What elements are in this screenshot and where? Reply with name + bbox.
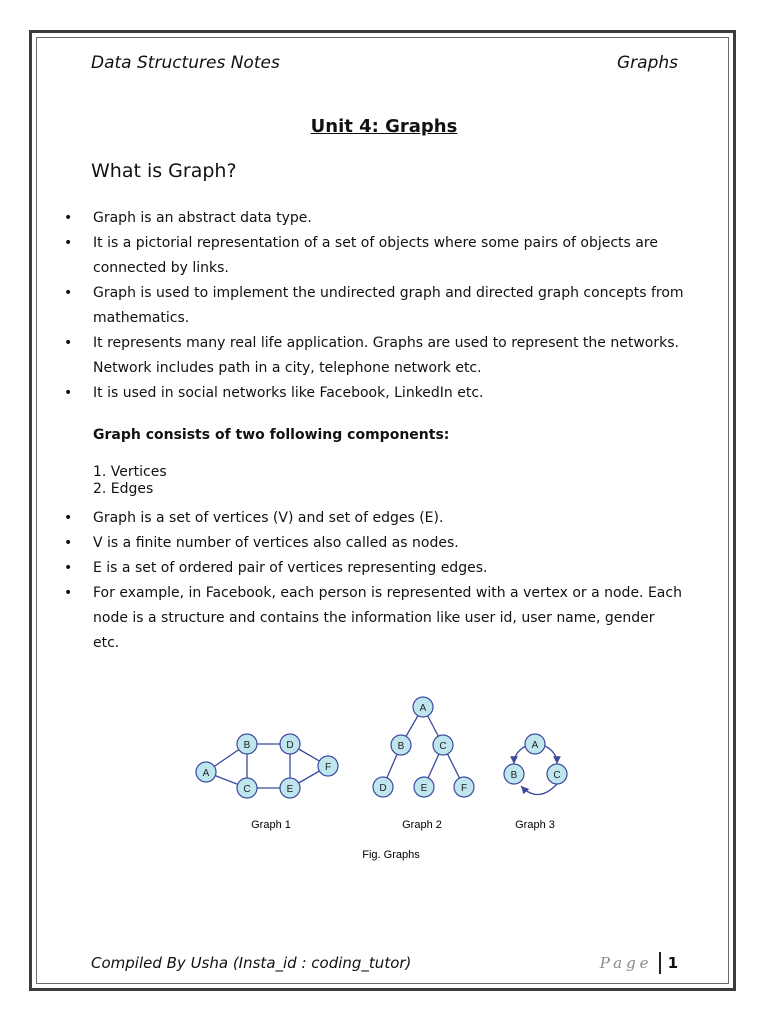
graph1-node-label: E bbox=[286, 784, 294, 795]
graph3-label: Graph 3 bbox=[515, 819, 555, 831]
page-word: Page bbox=[599, 954, 653, 972]
graph2-node-label: F bbox=[460, 783, 468, 794]
graph3-node-label: A bbox=[531, 740, 539, 751]
figure-caption: Fig. Graphs bbox=[362, 849, 420, 861]
graph1-node-label: A bbox=[202, 768, 210, 779]
header-right: Graphs bbox=[616, 53, 678, 73]
list-item: • It represents many real life application. Graphs are used to represent the networks. Network includes path in a city, telephone network etc. bbox=[64, 331, 684, 381]
section-heading: What is Graph? bbox=[91, 160, 237, 182]
header-left: Data Structures Notes bbox=[91, 53, 280, 73]
graph3-node-label: C bbox=[553, 770, 561, 781]
graph1-node-label: B bbox=[243, 740, 251, 751]
page-number: 1 bbox=[667, 954, 678, 972]
graph2-node-label: A bbox=[419, 703, 427, 714]
list-item: • Graph is a set of vertices (V) and set of edges (E). bbox=[64, 506, 684, 531]
graph3-node-label: B bbox=[510, 770, 518, 781]
components-list bbox=[93, 464, 167, 498]
list-item: 2. Edges bbox=[93, 481, 154, 497]
bullet-list-definitions bbox=[64, 506, 684, 656]
graphs-diagram bbox=[188, 690, 588, 870]
page-separator bbox=[659, 952, 661, 974]
graphs-figure bbox=[188, 690, 588, 870]
list-item: • Graph is used to implement the undirected graph and directed graph concepts from mathematics. bbox=[64, 281, 684, 331]
graph1-node-label: C bbox=[243, 784, 251, 795]
page-indicator bbox=[600, 952, 678, 974]
graph2-node-label: B bbox=[397, 741, 405, 752]
page-title: Unit 4: Graphs bbox=[310, 116, 458, 137]
bullet-list-intro bbox=[64, 206, 684, 406]
list-item: • It is used in social networks like Facebook, LinkedIn etc. bbox=[64, 381, 684, 406]
graph2-node-label: E bbox=[420, 783, 428, 794]
list-item: • V is a finite number of vertices also called as nodes. bbox=[64, 531, 684, 556]
graph1-node-label: F bbox=[324, 762, 332, 773]
list-item: 1. Vertices bbox=[93, 464, 167, 480]
list-item: • Graph is an abstract data type. bbox=[64, 206, 684, 231]
footer-left: Compiled By Usha (Insta_id : coding_tutor) bbox=[91, 954, 412, 972]
list-item: • E is a set of ordered pair of vertices representing edges. bbox=[64, 556, 684, 581]
graph1-node-label: D bbox=[286, 740, 294, 751]
components-heading: Graph consists of two following components: bbox=[93, 427, 450, 443]
graph2-label: Graph 2 bbox=[402, 819, 442, 831]
graph2-node-label: D bbox=[379, 783, 387, 794]
list-item: • It is a pictorial representation of a set of objects where some pairs of objects are connected by links. bbox=[64, 231, 684, 281]
list-item: • For example, in Facebook, each person is represented with a vertex or a node. Each node is a structure and contains the information like user id, user name, gender etc. bbox=[64, 581, 684, 656]
graph1-edges bbox=[206, 744, 328, 788]
graph1-label: Graph 1 bbox=[251, 819, 291, 831]
graph2-node-label: C bbox=[439, 741, 447, 752]
